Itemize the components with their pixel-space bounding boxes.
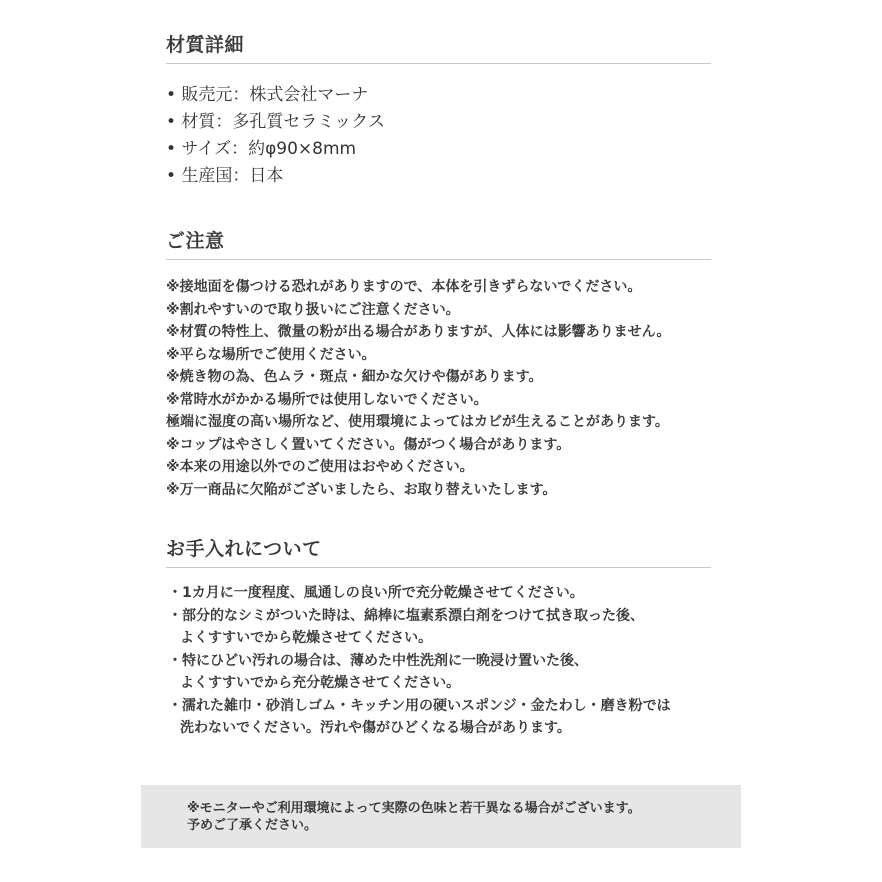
caution-line: ※常時水がかかる場所では使用しないでください。 xyxy=(166,391,488,408)
notice-line-1: ※モニターやご利用環境によって実際の色味と若干異なる場合がございます。 xyxy=(187,801,641,816)
care-line-continued: よくすすいでから充分乾燥させてください。 xyxy=(180,675,461,691)
caution-list xyxy=(166,276,711,501)
caution-line: ※本来の用途以外でのご使用はおやめください。 xyxy=(166,459,474,475)
caution-line: ※材質の特性上、微量の粉が出る場合がありますが、人体には影響ありません。 xyxy=(166,324,671,340)
care-line-continued: 洗わないでください。汚れや傷がひどくなる場合があります。 xyxy=(180,720,571,736)
caution-line: ※割れやすいので取り扱いにご注意ください。 xyxy=(166,301,460,318)
notice-line-2: 予めご了承ください。 xyxy=(187,818,318,833)
care-line: ・濡れた雑巾・砂消しゴム・キッチン用の硬いスポンジ・金たわし・磨き粉では xyxy=(168,697,671,714)
care-section-title: お手入れについて xyxy=(166,537,711,568)
caution-line: 極端に湿度の高い場所など、使用環境によってはカビが生えることがあります。 xyxy=(166,414,669,430)
material-spec-list xyxy=(166,82,711,190)
care-line: ・特にひどい汚れの場合は、薄めた中性洗剤に一晩浸け置いた後、 xyxy=(168,652,588,669)
care-line-continued: よくすすいでから乾燥させてください。 xyxy=(180,630,433,646)
spec-item-origin: • 生産国：日本 xyxy=(166,166,284,186)
care-line: ・部分的なシミがついた時は、綿棒に塩素系漂白剤をつけて拭き取った後、 xyxy=(168,607,644,624)
care-section xyxy=(166,537,711,740)
caution-section-title: ご注意 xyxy=(166,229,711,260)
monitor-notice-box xyxy=(141,785,741,848)
material-section xyxy=(166,33,711,190)
spec-item-seller: • 販売元：株式会社マーナ xyxy=(166,85,369,105)
caution-line: ※接地面を傷つける恐れがありますので、本体を引きずらないでください。 xyxy=(166,279,642,295)
caution-line: ※焼き物の為、色ムラ・斑点・細かな欠けや傷があります。 xyxy=(166,369,543,385)
care-list xyxy=(166,582,711,740)
spec-item-material: • 材質：多孔質セラミックス xyxy=(166,112,385,132)
caution-line: ※万一商品に欠陥がございましたら、お取り替えいたします。 xyxy=(166,481,557,498)
material-section-title: 材質詳細 xyxy=(166,33,711,64)
caution-line: ※平らな場所でご使用ください。 xyxy=(166,346,376,363)
care-line: ・1カ月に一度程度、風通しの良い所で充分乾燥させてください。 xyxy=(168,585,584,601)
caution-section xyxy=(166,229,711,501)
caution-line: ※コップはやさしく置いてください。傷がつく場合があります。 xyxy=(166,436,571,453)
spec-item-size: • サイズ：約φ90×8mm xyxy=(166,139,357,159)
